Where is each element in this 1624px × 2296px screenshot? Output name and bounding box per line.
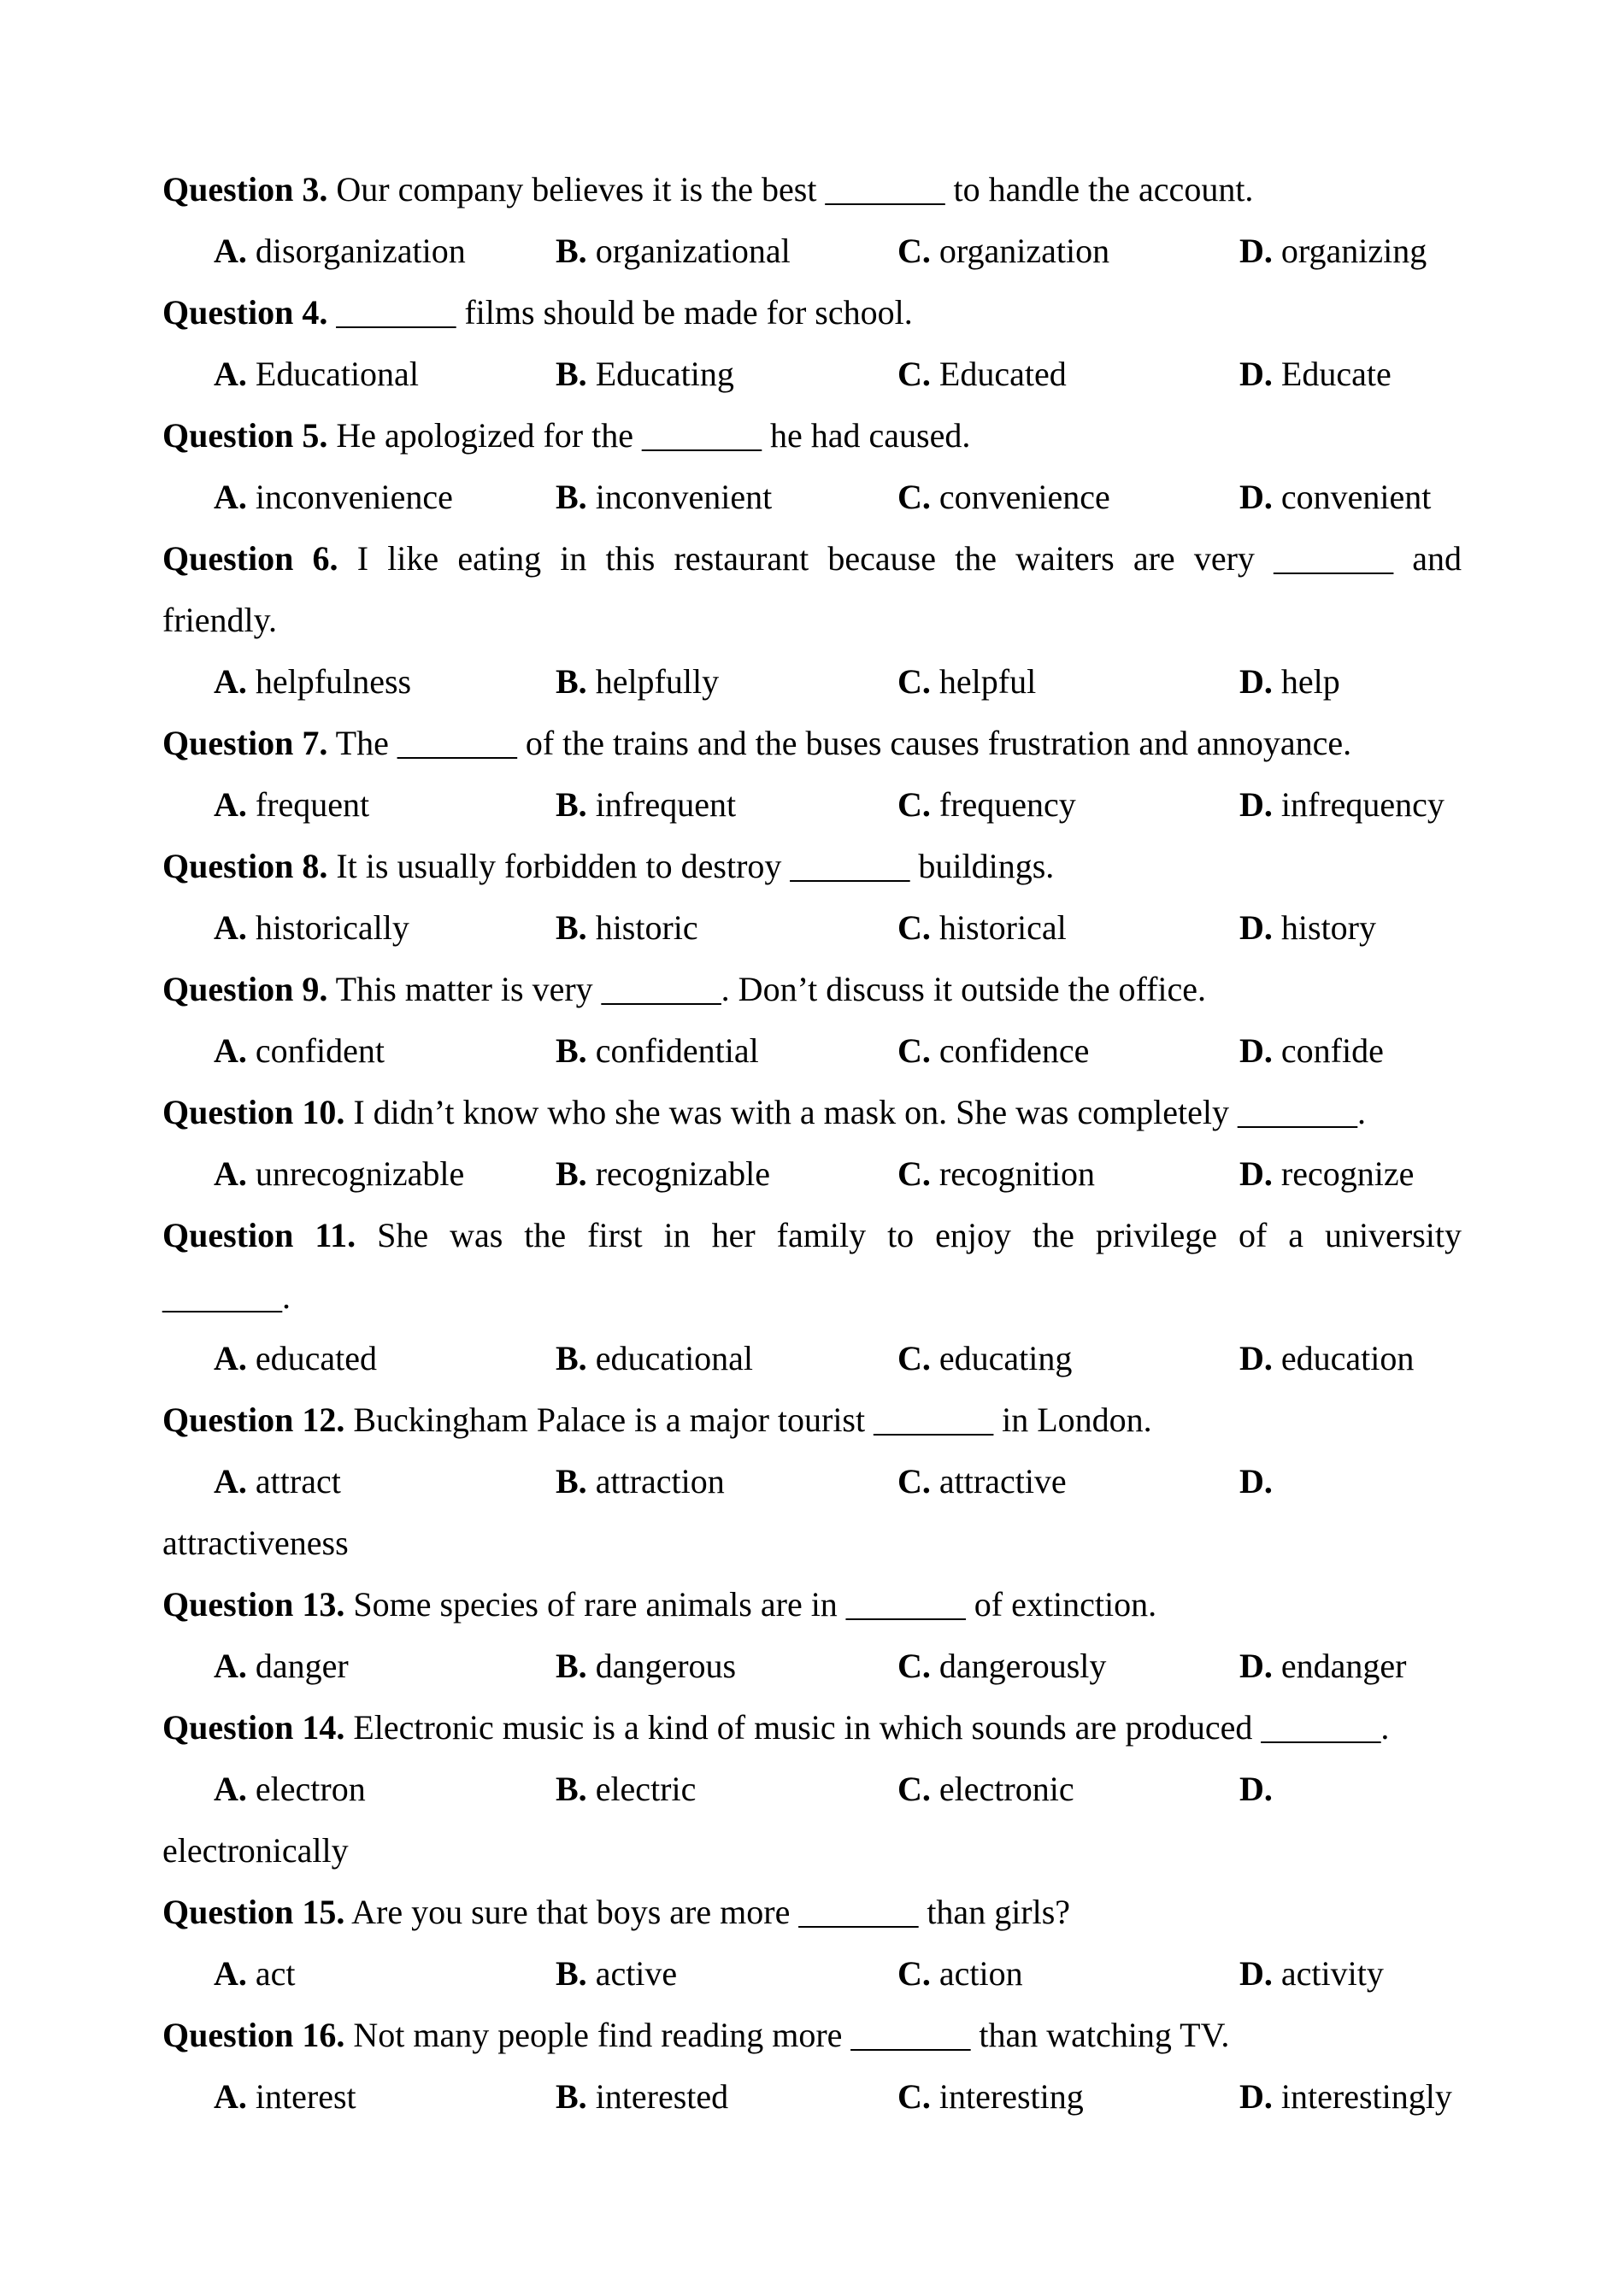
question-15-label: Question 15. (162, 1893, 345, 1931)
option-text: unrecognizable (255, 1154, 465, 1193)
question-16-option-c (897, 2066, 1239, 2128)
option-text: historical (939, 908, 1067, 947)
question-3-text: Our company believes it is the best _______ to handle the account. (336, 170, 1254, 208)
question-4-option-b (556, 344, 897, 405)
question-9-label: Question 9. (162, 970, 328, 1008)
question-16-option-d (1239, 2066, 1452, 2128)
option-text: Educated (939, 355, 1067, 393)
questions-container (162, 159, 1462, 2128)
question-14-option-a (214, 1759, 556, 1820)
question-12-options-row (214, 1451, 1462, 1512)
option-text: frequency (939, 785, 1076, 824)
question-8-block (162, 836, 1462, 959)
question-5-text: He apologized for the _______ he had caused. (336, 416, 971, 455)
option-text: act (255, 1954, 296, 1993)
option-text: interestingly (1280, 2077, 1452, 2116)
option-text: confidential (595, 1031, 759, 1070)
option-text: confide (1280, 1031, 1384, 1070)
question-5-option-b (556, 467, 897, 528)
question-3-options-row (214, 220, 1462, 282)
option-text: attraction (595, 1462, 725, 1500)
option-text: infrequency (1280, 785, 1445, 824)
question-13-option-a (214, 1635, 556, 1697)
option-text: helpfully (595, 662, 720, 701)
question-5-option-a (214, 467, 556, 528)
question-10-option-a (214, 1143, 556, 1205)
question-15-option-a (214, 1943, 556, 2005)
question-15-line-1 (162, 1882, 1462, 1943)
question-6-option-d (1239, 651, 1340, 713)
question-9-option-b (556, 1020, 897, 1082)
question-10-option-c (897, 1143, 1239, 1205)
option-letter: B. (556, 2077, 587, 2116)
question-3-block (162, 159, 1462, 282)
option-text: helpful (939, 662, 1037, 701)
option-letter: A. (214, 1770, 247, 1808)
option-text: convenience (939, 478, 1110, 516)
question-7-option-d (1239, 774, 1445, 836)
option-letter: A. (214, 1462, 247, 1500)
option-letter: B. (556, 1647, 587, 1685)
question-6-line-1 (162, 528, 1462, 590)
question-14-options-row (214, 1759, 1462, 1820)
option-letter: C. (897, 908, 931, 947)
option-letter: C. (897, 1954, 931, 1993)
option-letter: A. (214, 1647, 247, 1685)
option-text: education (1280, 1339, 1415, 1377)
question-6-option-b (556, 651, 897, 713)
question-9-line-1 (162, 959, 1462, 1020)
option-text: electric (595, 1770, 697, 1808)
option-text: inconvenient (595, 478, 773, 516)
question-15-option-c (897, 1943, 1239, 2005)
option-text: dangerous (595, 1647, 737, 1685)
option-letter: D. (1239, 1154, 1273, 1193)
question-15-options-row (214, 1943, 1462, 2005)
question-16-block (162, 2005, 1462, 2128)
question-14-option-c (897, 1759, 1239, 1820)
question-12-label: Question 12. (162, 1401, 345, 1439)
question-6-line-2: friendly. (162, 601, 278, 639)
option-letter: C. (897, 785, 931, 824)
question-4-label: Question 4. (162, 293, 328, 332)
option-text: electronic (939, 1770, 1074, 1808)
option-text: danger (255, 1647, 349, 1685)
question-14-line-1 (162, 1697, 1462, 1759)
question-9-option-a (214, 1020, 556, 1082)
option-letter: B. (556, 1770, 587, 1808)
question-11-option-c (897, 1328, 1239, 1389)
option-text: Educating (595, 355, 734, 393)
question-7-label: Question 7. (162, 724, 328, 762)
question-11-option-a (214, 1328, 556, 1389)
option-text: helpfulness (255, 662, 412, 701)
question-4-block (162, 282, 1462, 405)
question-11-line-1 (162, 1205, 1462, 1266)
question-10-option-d (1239, 1143, 1414, 1205)
option-letter: D. (1239, 1770, 1273, 1808)
option-letter: C. (897, 1770, 931, 1808)
question-14-label: Question 14. (162, 1708, 345, 1747)
question-4-option-a (214, 344, 556, 405)
option-letter: B. (556, 1462, 587, 1500)
question-13-text: Some species of rare animals are in _______ of extinction. (353, 1585, 1157, 1624)
question-16-option-a (214, 2066, 556, 2128)
option-letter: B. (556, 1031, 587, 1070)
option-text: disorganization (255, 232, 466, 270)
option-text: historic (595, 908, 698, 947)
option-letter: A. (214, 355, 247, 393)
option-letter: D. (1239, 478, 1273, 516)
question-6-options-row (214, 651, 1462, 713)
option-text: inconvenience (255, 478, 453, 516)
question-3-option-c (897, 220, 1239, 282)
question-11-block (162, 1205, 1462, 1389)
question-15-option-b (556, 1943, 897, 2005)
option-text: educational (595, 1339, 754, 1377)
question-11-options-row (214, 1328, 1462, 1389)
option-letter: C. (897, 1031, 931, 1070)
question-13-label: Question 13. (162, 1585, 345, 1624)
question-9-text: This matter is very _______. Don’t discuss it outside the office. (335, 970, 1207, 1008)
question-8-option-d (1239, 897, 1376, 959)
question-16-option-b (556, 2066, 897, 2128)
option-letter: A. (214, 908, 247, 947)
question-11-text: She was the first in her family to enjoy the privilege of a university (377, 1216, 1462, 1254)
question-5-block (162, 405, 1462, 528)
question-8-line-1 (162, 836, 1462, 897)
option-letter: B. (556, 478, 587, 516)
option-letter: D. (1239, 2077, 1273, 2116)
option-text: Educational (255, 355, 419, 393)
question-5-option-d (1239, 467, 1431, 528)
question-12-option-d (1239, 1451, 1273, 1512)
question-15-option-d (1239, 1943, 1384, 2005)
question-8-option-b (556, 897, 897, 959)
question-5-label: Question 5. (162, 416, 328, 455)
option-text: attract (255, 1462, 341, 1500)
option-text: historically (255, 908, 409, 947)
question-13-options-row (214, 1635, 1462, 1697)
question-4-option-c (897, 344, 1239, 405)
option-letter: A. (214, 785, 247, 824)
question-4-line-1 (162, 282, 1462, 344)
option-letter: B. (556, 785, 587, 824)
option-letter: D. (1239, 1031, 1273, 1070)
option-letter: B. (556, 232, 587, 270)
option-letter: B. (556, 355, 587, 393)
question-9-block (162, 959, 1462, 1082)
question-6-option-c (897, 651, 1239, 713)
option-text: interested (595, 2077, 729, 2116)
question-16-options-row (214, 2066, 1462, 2128)
question-11-option-b (556, 1328, 897, 1389)
question-4-text: _______ films should be made for school. (336, 293, 913, 332)
option-text: electron (255, 1770, 366, 1808)
question-3-option-d (1239, 220, 1427, 282)
option-letter: D. (1239, 1462, 1273, 1500)
option-text: educating (939, 1339, 1073, 1377)
question-15-text: Are you sure that boys are more _______ than girls? (351, 1893, 1071, 1931)
option-text: infrequent (595, 785, 737, 824)
option-text: active (595, 1954, 678, 1993)
question-7-option-c (897, 774, 1239, 836)
question-4-options-row (214, 344, 1462, 405)
option-text: educated (255, 1339, 378, 1377)
question-14-text: Electronic music is a kind of music in which sounds are produced _______. (353, 1708, 1390, 1747)
option-text: confidence (939, 1031, 1090, 1070)
option-text: interest (255, 2077, 356, 2116)
question-9-options-row (214, 1020, 1462, 1082)
question-5-option-c (897, 467, 1239, 528)
question-14-block (162, 1697, 1462, 1882)
option-text: confident (255, 1031, 385, 1070)
option-text: recognize (1280, 1154, 1415, 1193)
option-letter: B. (556, 1339, 587, 1377)
option-letter: B. (556, 908, 587, 947)
question-7-options-row (214, 774, 1462, 836)
option-letter: B. (556, 1954, 587, 1993)
option-letter: C. (897, 355, 931, 393)
option-letter: C. (897, 1339, 931, 1377)
question-3-option-a (214, 220, 556, 282)
option-text: endanger (1280, 1647, 1407, 1685)
option-letter: C. (897, 662, 931, 701)
question-14-option-d-continuation: electronically (162, 1831, 349, 1870)
question-8-option-c (897, 897, 1239, 959)
question-7-option-b (556, 774, 897, 836)
question-10-line-1 (162, 1082, 1462, 1143)
question-16-line-1 (162, 2005, 1462, 2066)
option-text: organization (939, 232, 1110, 270)
option-letter: C. (897, 1462, 931, 1500)
question-9-option-c (897, 1020, 1239, 1082)
question-13-option-d (1239, 1635, 1406, 1697)
option-letter: D. (1239, 1954, 1273, 1993)
question-14-option-b (556, 1759, 897, 1820)
option-text: Educate (1280, 355, 1392, 393)
question-12-line-1 (162, 1389, 1462, 1451)
option-text: activity (1280, 1954, 1384, 1993)
question-11-option-d (1239, 1328, 1414, 1389)
question-3-option-b (556, 220, 897, 282)
question-7-text: The _______ of the trains and the buses causes frustration and annoyance. (335, 724, 1352, 762)
question-10-text: I didn’t know who she was with a mask on. She was completely _______. (353, 1093, 1367, 1131)
option-text: action (939, 1954, 1023, 1993)
option-letter: A. (214, 662, 247, 701)
question-6-option-a (214, 651, 556, 713)
option-text: organizing (1280, 232, 1427, 270)
question-12-option-d-continuation: attractiveness (162, 1524, 349, 1562)
question-6-label: Question 6. (162, 539, 338, 578)
question-3-line-1 (162, 159, 1462, 220)
question-3-label: Question 3. (162, 170, 328, 208)
question-8-options-row (214, 897, 1462, 959)
question-6-text: I like eating in this restaurant because the waiters are very _______ and (356, 539, 1462, 578)
option-text: help (1280, 662, 1340, 701)
question-13-block (162, 1574, 1462, 1697)
question-5-options-row (214, 467, 1462, 528)
option-text: recognition (939, 1154, 1096, 1193)
option-letter: C. (897, 1647, 931, 1685)
question-8-option-a (214, 897, 556, 959)
question-11-label: Question 11. (162, 1216, 356, 1254)
question-12-option-c (897, 1451, 1239, 1512)
question-10-option-b (556, 1143, 897, 1205)
option-letter: B. (556, 1154, 587, 1193)
question-8-text: It is usually forbidden to destroy _______ buildings. (336, 847, 1055, 885)
option-letter: A. (214, 1031, 247, 1070)
option-letter: B. (556, 662, 587, 701)
option-text: frequent (255, 785, 370, 824)
option-letter: C. (897, 2077, 931, 2116)
question-12-option-b (556, 1451, 897, 1512)
question-7-line-1 (162, 713, 1462, 774)
option-text: organizational (595, 232, 791, 270)
option-letter: C. (897, 232, 931, 270)
option-text: history (1280, 908, 1377, 947)
question-13-option-c (897, 1635, 1239, 1697)
option-text: dangerously (939, 1647, 1107, 1685)
option-letter: A. (214, 478, 247, 516)
option-letter: D. (1239, 662, 1273, 701)
question-6-block (162, 528, 1462, 713)
option-text: attractive (939, 1462, 1067, 1500)
option-text: convenient (1280, 478, 1432, 516)
question-5-line-1 (162, 405, 1462, 467)
question-7-block (162, 713, 1462, 836)
option-letter: A. (214, 232, 247, 270)
question-8-label: Question 8. (162, 847, 328, 885)
question-9-option-d (1239, 1020, 1384, 1082)
option-letter: D. (1239, 1339, 1273, 1377)
option-letter: A. (214, 1154, 247, 1193)
question-16-label: Question 16. (162, 2016, 345, 2054)
option-letter: D. (1239, 232, 1273, 270)
option-letter: D. (1239, 1647, 1273, 1685)
option-letter: A. (214, 1954, 247, 1993)
question-16-text: Not many people find reading more _______ than watching TV. (353, 2016, 1230, 2054)
question-12-block (162, 1389, 1462, 1574)
option-letter: A. (214, 2077, 247, 2116)
option-letter: D. (1239, 355, 1273, 393)
question-7-option-a (214, 774, 556, 836)
option-letter: C. (897, 1154, 931, 1193)
question-4-option-d (1239, 344, 1392, 405)
question-14-option-d (1239, 1759, 1273, 1820)
question-15-block (162, 1882, 1462, 2005)
question-12-text: Buckingham Palace is a major tourist _______ in London. (353, 1401, 1152, 1439)
option-letter: D. (1239, 785, 1273, 824)
option-letter: D. (1239, 908, 1273, 947)
option-text: interesting (939, 2077, 1084, 2116)
option-letter: A. (214, 1339, 247, 1377)
question-10-label: Question 10. (162, 1093, 345, 1131)
option-text: recognizable (595, 1154, 771, 1193)
question-10-options-row (214, 1143, 1462, 1205)
question-12-option-a (214, 1451, 556, 1512)
question-13-option-b (556, 1635, 897, 1697)
question-11-line-2: _______. (162, 1277, 291, 1316)
option-letter: C. (897, 478, 931, 516)
question-13-line-1 (162, 1574, 1462, 1635)
question-10-block (162, 1082, 1462, 1205)
